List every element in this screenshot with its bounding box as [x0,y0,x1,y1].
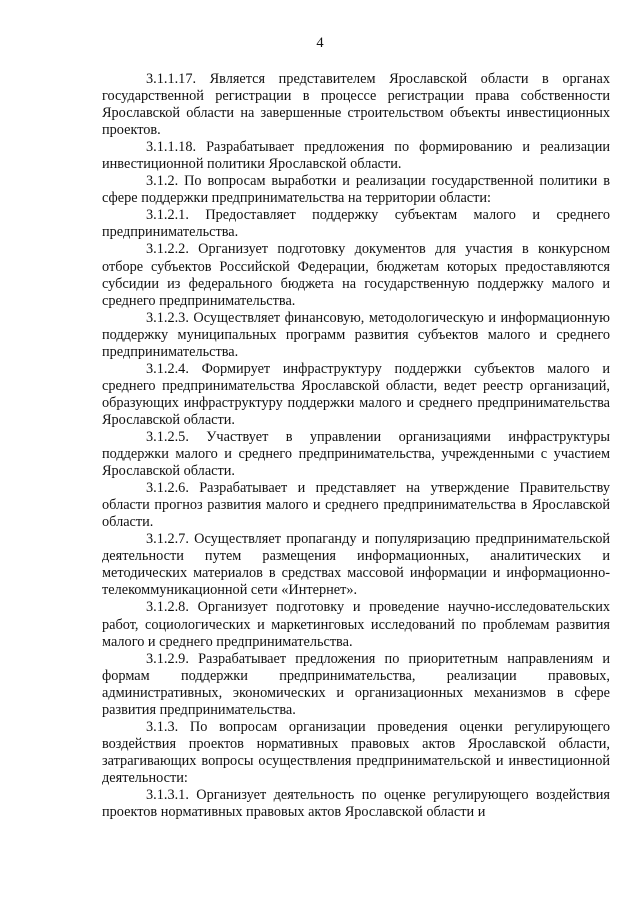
paragraph-3-1-2-9: 3.1.2.9. Разрабатывает предложения по приоритетным направлениям и формам поддержки предпринимательства, реализации правовых, административных, экономических и организационных механизмов в сфере развития предпринимательства. [102,650,610,718]
paragraph-3-1-2-3: 3.1.2.3. Осуществляет финансовую, методологическую и информационную поддержку муниципальных программ развития субъектов малого и среднего предпринимательства. [102,309,610,360]
paragraph-3-1-2-1: 3.1.2.1. Предоставляет поддержку субъектам малого и среднего предпринимательства. [102,207,610,241]
paragraph-3-1-1-17: 3.1.1.17. Является представителем Ярославской области в органах государственной регистрации в процессе регистрации права собственности Ярославской области на завершенные строительством объекты инвестиционных проектов. [102,71,610,139]
paragraph-3-1-3-1: 3.1.3.1. Организует деятельность по оценке регулирующего воздействия проектов нормативных правовых актов Ярославской области и [102,786,610,821]
paragraph-3-1-2-2: 3.1.2.2. Организует подготовку документов для участия в конкурсном отборе субъектов Российской Федерации, бюджетам которых предоставляются субсидии из федерального бюджета на государственную поддержку малого и среднего предпринимательства. [102,241,610,309]
paragraph-3-1-2-6: 3.1.2.6. Разрабатывает и представляет на утверждение Правительству области прогноз развития малого и среднего предпринимательства в Ярославской области. [102,480,610,531]
paragraph-3-1-2-5: 3.1.2.5. Участвует в управлении организациями инфраструктуры поддержки малого и среднего предпринимательства, учрежденными с участием Ярославской области. [102,428,610,480]
paragraph-3-1-2-7: 3.1.2.7. Осуществляет пропаганду и популяризацию предпринимательской деятельности путем размещения информационных, аналитических и методических материалов в средствах массовой информации и информационно-телекоммуникационной сети «Интернет». [102,531,610,599]
document-body [102,71,610,821]
page-number: 4 [316,35,324,51]
paragraph-3-1-2-4: 3.1.2.4. Формирует инфраструктуру поддержки субъектов малого и среднего предпринимательства Ярославской области, ведет реестр организаций, образующих инфраструктуру поддержки малого и среднего предпринимательства Ярославской области. [102,360,610,428]
paragraph-3-1-3: 3.1.3. По вопросам организации проведения оценки регулирующего воздействия проектов нормативных правовых актов Ярославской области, затрагивающих вопросы осуществления предпринимательской и инвестиционной деятельности: [102,718,610,786]
paragraph-3-1-2: 3.1.2. По вопросам выработки и реализации государственной политики в сфере поддержки предпринимательства на территории области: [102,173,610,207]
paragraph-3-1-2-8: 3.1.2.8. Организует подготовку и проведение научно-исследовательских работ, социологических и маркетинговых исследований по проблемам развития малого и среднего предпринимательства. [102,599,610,650]
paragraph-3-1-1-18: 3.1.1.18. Разрабатывает предложения по формированию и реализации инвестиционной политики Ярославской области. [102,139,610,173]
